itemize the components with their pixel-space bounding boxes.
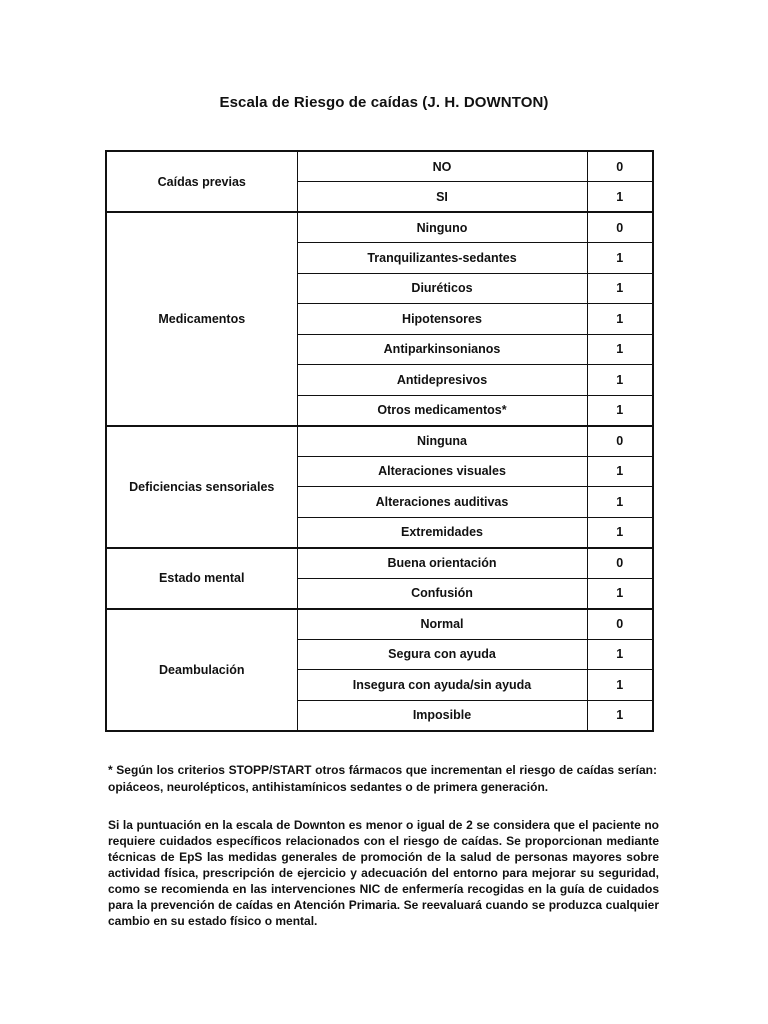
item-label-cell: Antidepresivos	[297, 365, 587, 396]
table-row	[106, 212, 653, 243]
category-cell: Deambulación	[106, 609, 297, 731]
score-cell: 0	[587, 151, 653, 182]
item-label-cell: Antiparkinsonianos	[297, 334, 587, 365]
downton-scale-table	[105, 150, 654, 732]
item-label-cell: Ninguna	[297, 426, 587, 457]
score-cell: 1	[587, 243, 653, 274]
score-cell: 0	[587, 426, 653, 457]
category-cell: Deficiencias sensoriales	[106, 426, 297, 548]
score-cell: 1	[587, 639, 653, 670]
score-cell: 1	[587, 578, 653, 609]
score-cell: 1	[587, 273, 653, 304]
score-cell: 1	[587, 334, 653, 365]
page-title: Escala de Riesgo de caídas (J. H. DOWNTON)	[219, 94, 549, 111]
score-cell: 1	[587, 395, 653, 426]
item-label-cell: Insegura con ayuda/sin ayuda	[297, 670, 587, 701]
item-label-cell: Alteraciones visuales	[297, 456, 587, 487]
scale-table-body	[106, 151, 653, 731]
score-cell: 1	[587, 487, 653, 518]
item-label-cell: Hipotensores	[297, 304, 587, 335]
item-label-cell: Tranquilizantes-sedantes	[297, 243, 587, 274]
category-cell: Estado mental	[106, 548, 297, 609]
score-cell: 1	[587, 456, 653, 487]
table-row	[106, 151, 653, 182]
score-cell: 0	[587, 609, 653, 640]
category-cell: Caídas previas	[106, 151, 297, 212]
item-label-cell: Buena orientación	[297, 548, 587, 579]
score-cell: 0	[587, 212, 653, 243]
item-label-cell: Alteraciones auditivas	[297, 487, 587, 518]
item-label-cell: Confusión	[297, 578, 587, 609]
table-row	[106, 609, 653, 640]
score-cell: 0	[587, 548, 653, 579]
item-label-cell: Diuréticos	[297, 273, 587, 304]
score-cell: 1	[587, 517, 653, 548]
score-cell: 1	[587, 365, 653, 396]
score-cell: 1	[587, 304, 653, 335]
item-label-cell: Ninguno	[297, 212, 587, 243]
item-label-cell: Imposible	[297, 700, 587, 731]
table-row	[106, 548, 653, 579]
item-label-cell: Normal	[297, 609, 587, 640]
item-label-cell: Segura con ayuda	[297, 639, 587, 670]
recommendation-paragraph: Si la puntuación en la escala de Downton es menor o igual de 2 se considera que el paciente no requiere cuidados específicos relacionados con el riesgo de caídas. Se proporcionan mediante técnicas de EpS las medidas generales de promoción de la salud de personas mayores sobre actividad física, prescripción de ejercicio y adecuación del entorno para mejorar su seguridad, como se recomienda en las intervenciones NIC de enfermería recogidas en la guía de cuidados para la prevención de caídas en Atención Primaria. Se reevaluará cuando se produzca cualquier cambio en su estado físico o mental.	[108, 818, 659, 928]
score-cell: 1	[587, 700, 653, 731]
item-label-cell: NO	[297, 151, 587, 182]
footnote: * Según los criterios STOPP/START otros fármacos que incrementan el riesgo de caídas serían: opiáceos, neurolépticos, antihistamínicos sedantes o de primera generación.	[108, 763, 657, 794]
category-cell: Medicamentos	[106, 212, 297, 426]
table-row	[106, 426, 653, 457]
score-cell: 1	[587, 182, 653, 213]
item-label-cell: SI	[297, 182, 587, 213]
item-label-cell: Extremidades	[297, 517, 587, 548]
score-cell: 1	[587, 670, 653, 701]
item-label-cell: Otros medicamentos*	[297, 395, 587, 426]
